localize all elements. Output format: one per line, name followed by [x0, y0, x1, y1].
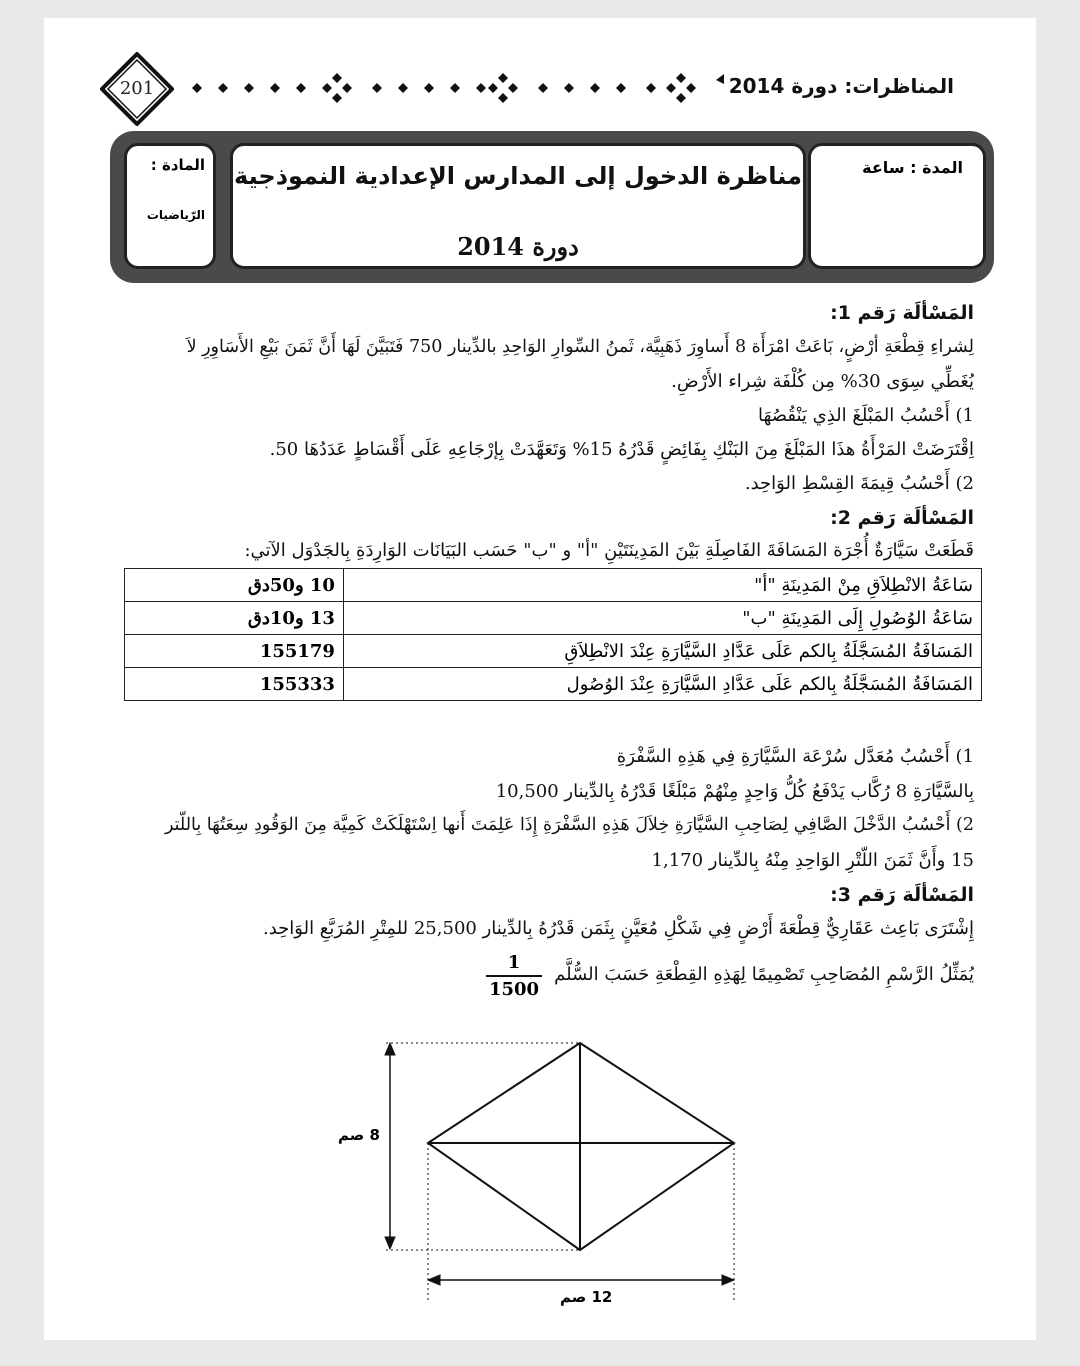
table-cell-value: 13 و10دق [125, 602, 344, 635]
horizontal-dimension-label: 12 صم [560, 1288, 613, 1306]
problem2-line1: بِالسَّيَّارَةِ 8 رُكَّاب يَدْفَعُ كُلُّ وَاحِدٍ مِنْهُمْ مَبْلَغًا قَدْرُهُ بِالدِّينار 10,500 [495, 781, 974, 802]
vertical-dimension-label: 8 صم [338, 1126, 380, 1144]
title-box [230, 143, 806, 269]
decorative-diamonds-icon [176, 70, 736, 106]
scale-numerator: 1 [486, 952, 542, 977]
arrow-left-icon [428, 1275, 440, 1285]
exam-header [110, 131, 994, 283]
page-number: 201 [119, 78, 155, 99]
table-cell-value: 155179 [125, 635, 344, 668]
rhombus-figure [330, 1035, 750, 1315]
duration-label: المدة : ساعة [862, 158, 963, 177]
problem2-question2: 2) أَحْسُبُ الدَّخْلَ الصَّافِي لِصَاحِبِ السَّيَّارَةِ خِلاَلَ هَذِهِ السَّفْرَةِ إِذَا عَلِمَتَ أَنها اِسْتَهْلَكَتْ كَمِيَّة مِنَ الوَقُودِ سِعَتُهَا بِاللّتر [164, 815, 974, 835]
problem1-line2: يُغَطِّي سِوَى 30% مِن كُلْفَة شِراء الأَرْضِ. [671, 371, 974, 392]
table-cell-label: سَاعَةُ الوُصُولِ إِلَى المَدِينَةِ "ب" [343, 602, 981, 635]
problem2-line2: 15 وأَنَّ ثَمَنَ اللّتْرِ الوَاحِدِ مِنْهُ بِالدِّينار 1,170 [651, 850, 974, 871]
exam-year: دورة 2014 [457, 232, 579, 261]
exam-title: مناظرة الدخول إلى المدارس الإعدادية النموذجية [234, 162, 802, 190]
problem1-line1: لِشراءِ قِطْعَةِ أرْضٍ، بَاعَتْ امْرَأَة 8 أَساوِرَ ذَهَبِيَّة، ثَمنُ السِّوارِ الوَاحِدِ بالدِّينار 750 فَتَبَيَّنَ لَهَا أَنَّ ثَمَنَ بَيْعِ الأَسَاوِرِ لاَ [186, 337, 974, 357]
subject-value: الرّياضيات [146, 208, 205, 222]
table-row [125, 635, 982, 668]
duration-box [808, 143, 986, 269]
problem2-question1: 1) أَحْسُبُ مُعَدَّل سُرْعَة السَّيَّارَةِ فِي هَذِهِ السَّفْرَةِ [616, 746, 974, 767]
arrow-down-icon [385, 1237, 395, 1249]
problem1-line3: اِقْتَرَضَتْ المَرْأَةُ هذَا المَبْلَغَ مِنَ البَنْكِ بِفَائِضٍ قَدْرُهُ 15% وَتَعَهَّدَتْ بِإرْجَاعِهِ عَلَى أَقْسَاطٍ عَدَدُهَا 50. [269, 439, 974, 460]
scale-fraction [486, 952, 542, 1000]
arrow-right-icon [722, 1275, 734, 1285]
table-row [125, 668, 982, 701]
table-row [125, 602, 982, 635]
table-cell-label: سَاعَةُ الانْطِلاَقِ مِنْ المَدِينَةِ "أ" [343, 569, 981, 602]
session-header: المناظرات: دورة 2014 [728, 74, 954, 98]
table-cell-label: المَسَافَةُ المُسَجَّلَةُ بِالكم عَلَى عَدَّادِ السَّيَّارَةِ عِنْدَ الوُصُول [343, 668, 981, 701]
table-cell-value: 10 و50دق [125, 569, 344, 602]
scale-denominator: 1500 [488, 979, 540, 1000]
table-cell-value: 155333 [125, 668, 344, 701]
arrow-up-icon [385, 1043, 395, 1055]
trip-data-table [124, 568, 982, 701]
problem2-intro: قَطَعَتْ سَيَّارَةٌ أُجْرَة المَسَافَةَ الفَاصِلَةِ بَيْنَ المَدِينَتَيْنِ "أ" و "ب" حَسَب البَيَانَات الوَارِدَةِ بِالجَدْوَل الآتي: [244, 540, 974, 561]
subject-box [124, 143, 216, 269]
problem3-line1: إِشْتَرَى بَاعِث عَقَارِيٌّ قِطْعَةَ أَرْضٍ فِي شَكْلِ مُعَيَّنٍ بِثَمَن قَدْرُهُ بِالدِّينار 25,500 للمِتْرِ المُرَبَّعِ الوَاحِد. [262, 918, 974, 939]
subject-label: المادة : [150, 156, 205, 174]
problem3-line2: يُمَثِّلُ الرَّسْمِ المُصَاحِبِ تَصْمِيمًا لِهَذِهِ القِطْعَةِ حَسَبَ السُّلَّم [554, 964, 974, 985]
page-number-badge [100, 52, 174, 126]
problem1-heading: المَسْألَة رَقم 1: [830, 302, 974, 324]
problem3-heading: المَسْألَة رَقم 3: [830, 884, 974, 906]
table-cell-label: المَسَافَةُ المُسَجَّلَةُ بِالكم عَلَى عَدَّادِ السَّيَّارَةِ عِنْدَ الانْطِلاَقِ [343, 635, 981, 668]
problem1-question2: 2) أَحْسُبُ قِيمَةَ القِسْطِ الوَاحِد. [744, 473, 974, 494]
problem2-heading: المَسْألَة رَقم 2: [830, 507, 974, 529]
problem1-question1: 1) أَحْسُبُ المَبْلَغَ الذِي يَنْقُصُهَا [757, 405, 974, 426]
table-row [125, 569, 982, 602]
